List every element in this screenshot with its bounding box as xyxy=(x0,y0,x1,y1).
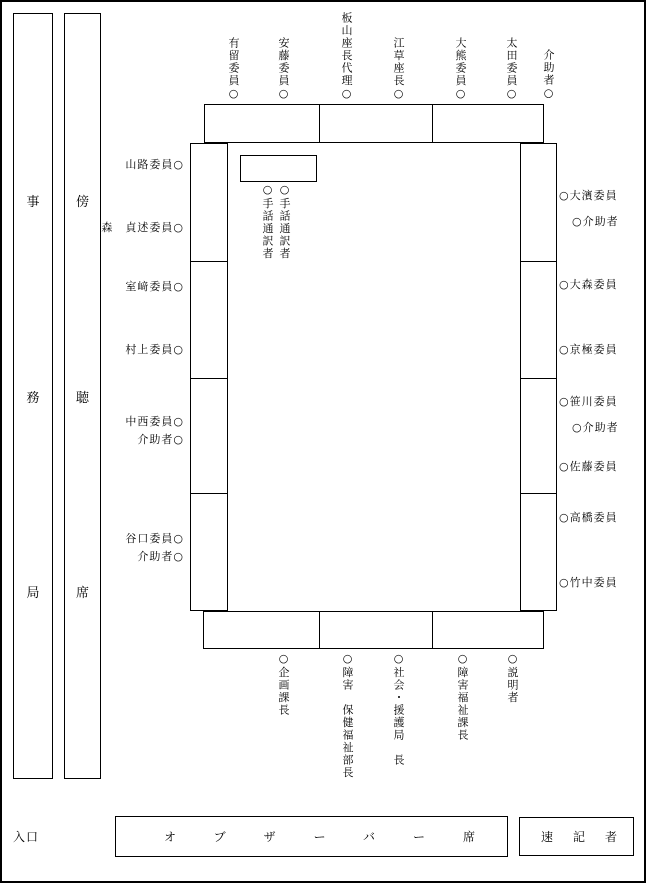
right-seat-label-9: ○竹中委員 xyxy=(559,576,618,589)
right-seat-label-1: ○大濱委員 xyxy=(559,189,618,202)
bottom-seat-label-5: ○説明者 xyxy=(506,652,519,704)
gallery-char: 傍 xyxy=(75,194,89,210)
table-divider xyxy=(521,378,556,379)
entrance-label: 入口 xyxy=(13,830,40,844)
right-seat-label-4: ○京極委員 xyxy=(559,343,618,356)
table-divider xyxy=(319,612,320,648)
table-divider xyxy=(191,378,227,379)
stenographer-box xyxy=(519,817,638,856)
right-seat-label-7: ○佐藤委員 xyxy=(559,460,618,473)
left-seat-label-3: 室﨑委員○ xyxy=(125,280,184,293)
bottom-seat-label-1: ○企画課長 xyxy=(277,652,290,717)
left-seat-label-2: 森 貞述委員○ xyxy=(101,221,184,234)
table-right-strip xyxy=(520,143,557,611)
gallery-char: 席 xyxy=(75,586,89,602)
interpreter-table xyxy=(240,155,317,182)
table-bottom-row xyxy=(203,611,544,649)
table-divider xyxy=(191,493,227,494)
top-seat-label-5: 大熊委員○ xyxy=(454,36,467,101)
top-seat-label-7: 介助者○ xyxy=(542,49,555,101)
observer-seats-label: オブザーバー席 xyxy=(164,830,514,844)
right-seat-label-5: ○笹川委員 xyxy=(559,395,618,408)
interpreter-seat-label: ○手話通訳者 xyxy=(278,183,291,260)
table-divider xyxy=(521,493,556,494)
top-seat-label-3: 板山座長代理○ xyxy=(340,11,353,101)
bottom-seat-label-2: ○障害 保健福祉部長 xyxy=(341,652,354,779)
table-left-strip xyxy=(190,143,228,611)
secretariat-char: 局 xyxy=(26,586,40,602)
top-seat-label-2: 安藤委員○ xyxy=(277,36,290,101)
observer-seats-box xyxy=(115,816,514,857)
gallery-char: 聴 xyxy=(75,390,89,406)
top-seat-label-4: 江草座長○ xyxy=(392,36,405,101)
table-divider xyxy=(521,261,556,262)
right-seat-label-6: ○介助者 xyxy=(572,421,619,434)
stenographer-label: 速記者 xyxy=(541,830,638,844)
left-seat-label-4: 村上委員○ xyxy=(125,343,184,356)
entrance-border-gap xyxy=(0,817,2,857)
left-seat-label-5: 中西委員○ xyxy=(125,415,184,428)
table-divider xyxy=(319,105,320,142)
table-divider xyxy=(432,105,433,142)
top-seat-label-6: 太田委員○ xyxy=(505,36,518,101)
secretariat-char: 務 xyxy=(26,390,40,406)
table-divider xyxy=(432,612,433,648)
left-seat-label-7: 谷口委員○ xyxy=(125,532,184,545)
table-divider xyxy=(191,261,227,262)
left-seat-label-1: 山路委員○ xyxy=(125,158,184,171)
top-seat-label-1: 有留委員○ xyxy=(227,36,240,101)
table-top-row xyxy=(204,104,544,143)
right-seat-label-3: ○大森委員 xyxy=(559,278,618,291)
bottom-seat-label-4: ○障害福祉課長 xyxy=(456,652,469,742)
right-seat-label-2: ○介助者 xyxy=(572,215,619,228)
left-seat-label-8: 介助者○ xyxy=(137,550,184,563)
bottom-seat-label-3: ○社会・援護局 長 xyxy=(392,652,405,767)
right-seat-label-8: ○高橋委員 xyxy=(559,511,618,524)
left-seat-label-6: 介助者○ xyxy=(137,433,184,446)
secretariat-column xyxy=(13,13,53,779)
secretariat-char: 事 xyxy=(26,194,40,210)
public-gallery-column xyxy=(64,13,101,779)
interpreter-seat-label: ○手話通訳者 xyxy=(261,183,274,260)
